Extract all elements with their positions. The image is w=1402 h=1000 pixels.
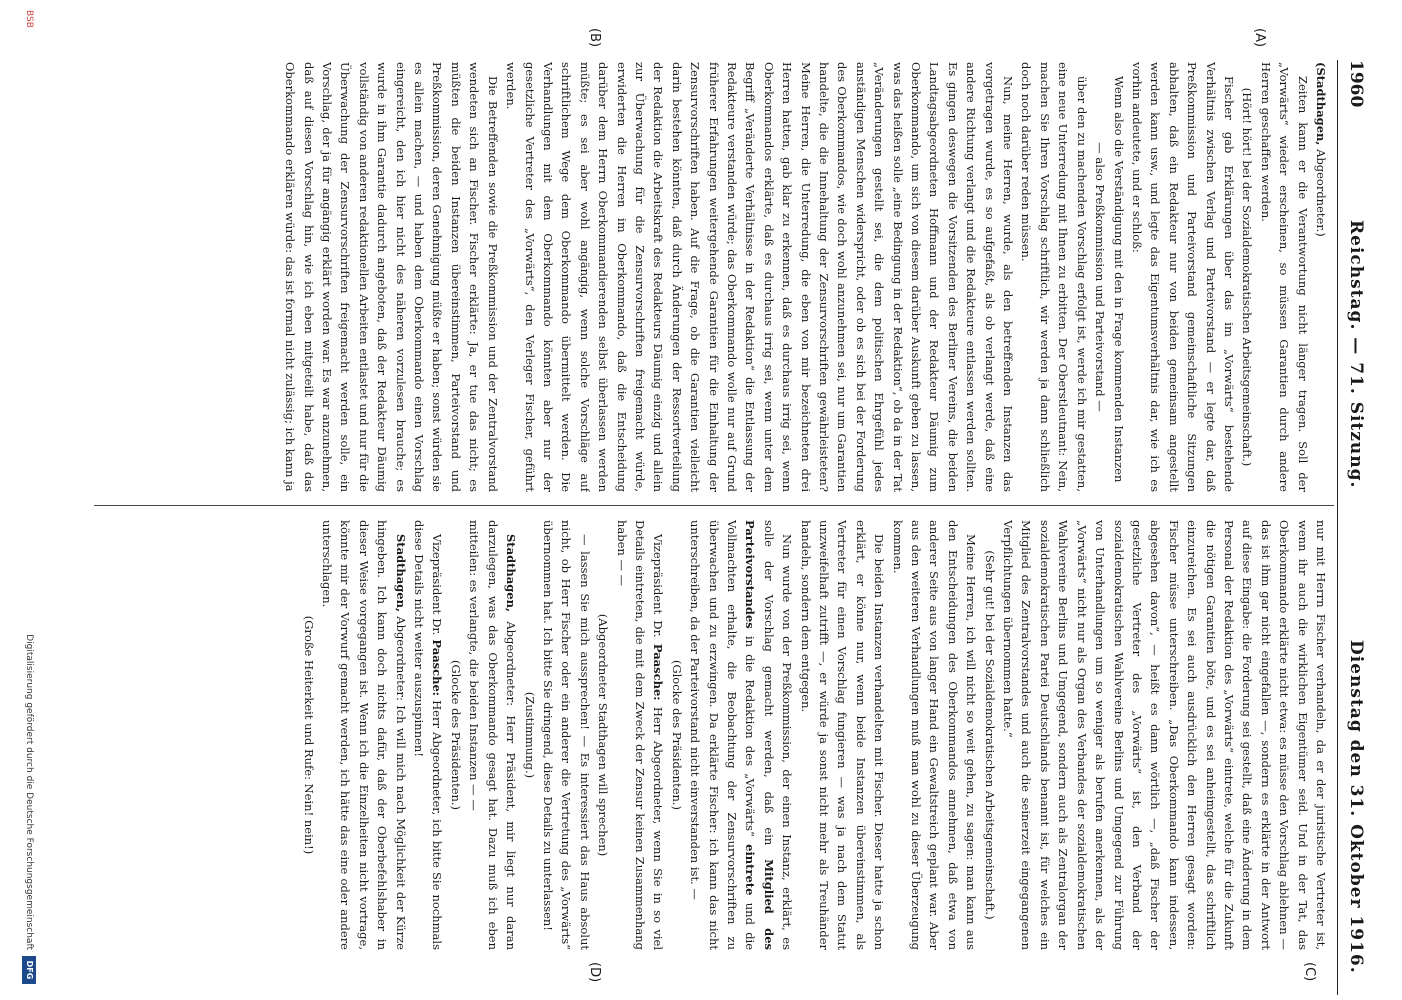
speaker-role: Abgeordneter.) [1314, 149, 1328, 237]
emphasis: eintrete [743, 844, 758, 896]
reaction-note: (Große Heiterkeit und Rufe: Nein! nein!) [301, 615, 316, 855]
margin-marker-d: (D) [587, 962, 602, 983]
left-column [90, 62, 1330, 492]
digitization-credit: Digitalisierung gefördert durch die Deutsche Forschungsgemeinschaft [24, 634, 34, 950]
paragraph: Wenn also die Verständigung mit den in Frage kommenden Instanzen [1111, 76, 1126, 483]
page-number: 1960 [1346, 60, 1366, 108]
header-rule [1337, 60, 1338, 995]
reaction-note: (Hört! hört! bei der Sozialdemokratischen Arbeitsgemeinschaft.) [1240, 87, 1255, 467]
text-run: in die Redaktion des „Vorwärts“ [743, 635, 758, 837]
text-run: Vizepräsident Dr. [651, 534, 666, 638]
speaker-continuation [1312, 62, 1330, 492]
speaker-name: Stadthagen, [504, 534, 519, 612]
paragraph: — also Preßkommission und Parteivorstand — [1093, 142, 1108, 412]
margin-marker-c: (C) [1302, 962, 1317, 982]
paragraph: Fischer gab Erklärungen über das im „Vorwärts“ bestehende Verhältnis zwischen Verlag und Parteivorstand — er legte dar, daß Preßkommission und Parteivorstand gemeinschaftliche Sitzungen abhalten, daß ein Redakteur nur von beiden gemeinsam angestellt werden kann usw., und legte das Eigentumsverhältnis dar, wie ich es vorhin andeutete, und er schloß: [1129, 62, 1236, 492]
dfg-logo: DFG [22, 956, 36, 984]
margin-marker-b: (B) [587, 28, 602, 48]
text-run: Herr Abgeordneter, ich bitte Sie nochmals diese Details nicht weiter auszuspinnen! [412, 520, 445, 950]
text-run: und die Vollmachten erhalte, die Beobachtung der Zensurvorschriften zu überwachen und zu erzwingen. Da erklärte Fischer: ich kann das nicht unterschreiben, da der Parteivorstand nicht einverstanden ist. — [688, 520, 758, 950]
paragraph: über den zu machenden Vorschlag erfolgt ist, werde ich mir gestatten, eine neue Unterredung mit Ihnen zu erbitten. Der Oberstleutnant: Nein, machen Sie Ihren Vorschlag schriftlich, wir werden ja dann schließlich doch noch darüber reden müssen. [1019, 62, 1089, 492]
text-run: Vizepräsident Dr. [430, 534, 445, 636]
library-mark: BSB [24, 10, 34, 28]
reaction-note: (Zustimmung.) [522, 691, 537, 779]
paragraph: Meine Herren, ich will nicht so weit gehen, zu sagen: man kann aus den Entscheidungen des Oberkommandos annehmen, daß etwa von anderer Seite aus von langer Hand ein Gewaltstreich geplant war. Aber aus den weiteren Verhandlungen muß man wohl zu dieser Überzeugung kommen. [890, 520, 979, 950]
reaction-note: (Glocke des Präsidenten.) [448, 659, 463, 811]
text-run: Nun wurde von der Preßkommission, der einen Instanz, erklärt, es solle der Vorschlag gemacht werden, daß ein [761, 520, 795, 950]
text-run: Abgeordneter: Ich will mich nach Möglichkeit der Kürze hingeben. Ich kann doch nichts dafür, daß der Oberbefehlshaber in dieser Weise vorgegangen ist. Wenn ich die Einzelheiten nicht vortrage, könnte mir der Vorwurf gemacht werden, ich hätte das eine oder andere unterschlagen. [320, 520, 408, 950]
paragraph [410, 520, 447, 950]
paragraph: nur mit Herrn Fischer verhandeln, da er der juristische Vertreter ist, wenn ihr auch die wirklichen Eigentümer seid. Und in der Tat, das Oberkommando erklärte nicht etwa: es müsse den Vorschlag ablehnen — das ist ihm gar nicht eingefallen —, sondern es erklärte in der Antwort auf diese Eingabe: die Forderung sei gestellt, daß eine Änderung in dem Personal der Redaktion des „Vorwärts“ eintrete, welche für die Zukunft die nötigen Garantien böte, und es sei anheimgestellt, das schriftlich einzureichen. Es sei auch ausdrücklich den Herren gesagt worden: Fischer müsse unterschreiben. „Das Oberkommando kann indessen, abgesehen davon“, — heißt es dann wörtlich —, „daß Fischer der gesetzliche Vertreter des „Vorwärts“ ist, den Verband der sozialdemokratischen Wahlvereine Berlins und Umgegend zur Führung von Unterhandlungen um so weniger als berufen anerkennen, als der „Vorwärts“ nicht nur als Organ des Verbandes der sozialdemokratischen Wahlvereine Berlins und Umgegend, sondern auch als Zentralorgan der sozialdemokratischen Partei Deutschlands benannt ist, für welches ein Mitglied des Zentralvorstandes und auch die seinerzeit eingegangenen Verpflichtungen übernommen hatte.“ [1001, 520, 1328, 950]
speaker-name: (Stadthagen, [1314, 62, 1328, 146]
margin-marker-a: (A) [1252, 28, 1267, 48]
paragraph [612, 520, 667, 950]
reaction-note: (Sehr gut! bei der Sozialdemokratischen Arbeitsgemeinschaft.) [982, 550, 997, 920]
paragraph [318, 520, 410, 950]
right-column [90, 520, 1330, 950]
paragraph: Die Betreffenden sowie die Preßkommission und der Zentralvorstand wendeten sich an Fischer. Fischer erklärte: Ja, er tue das nicht; es müßten die beiden Instanzen übereinstimmen, Parteivorstand und Preßkommission, deren Genehmigung müßte er haben; sonst würden sie es allein machen, — und haben dem Oberkommando einen Vorschlag eingereicht, den ich hier nicht des näheren vorzulesen brauche; es wurde in ihm Garantie dadurch angeboten, daß der Redakteur Däumig vollständig von anderen redaktionellen Arbeiten entlastet und nur für die Überwachung der Zensurvorschriften freigemacht werden solle, ein Vorschlag, der ja für angängig erklärt worden war. Es war anzunehmen, daß auf diesen Vorschlag hin, wie ich eben mitgeteilt habe, daß das Oberkommando erklären würde: das ist formal nicht zulässig; ich kann ja [283, 62, 500, 492]
column-divider [94, 505, 1334, 506]
speaker-name: Stadthagen, [393, 534, 408, 612]
paragraph [686, 520, 796, 950]
speaker-name: Paasche: [430, 639, 445, 697]
paragraph: Die beiden Instanzen verhandelten mit Fischer. Dieser hatte ja schon erklärt, er könne nur, wenn beide Instanzen übereinstimmen, als Vertreter für einen Vorschlag fungieren — was ja nach dem Statut unzweifelhaft zutrifft —, er würde ja sonst nicht mehr als Treuhänder handeln, sondern dem entgegen. [798, 520, 887, 950]
page-header [1340, 0, 1366, 1000]
session-title: Reichstag. — 71. Sitzung. [1346, 220, 1366, 489]
text-run: Abgeordneter: Herr Präsident, mir liegt nur daran darzulegen, was das Oberkommando gesagt hat. Dazu muß ich eben mitteilen: es verlangte, die beiden Instanzen — — [467, 520, 519, 950]
paragraph: — lassen Sie mich aussprechen! — Es interessiert das Haus absolut nicht, ob Herr Fischer oder ein anderer die Vertretung des „Vorwärts“ übernommen hat. Ich bitte Sie dringend, diese Details zu unterlassen! [540, 520, 592, 950]
paragraph [465, 520, 520, 950]
paragraph: Zeiten kann er die Verantwortung nicht länger tragen. Soll der „Vorwärts“ wieder erscheinen, so müssen Garantien durch andere Herren geschaffen werden. [1258, 62, 1310, 492]
paragraph: Nun, meine Herren, wurde, als den betreffenden Instanzen das vorgetragen wurde, es so aufgefaßt, als ob verlangt werde, daß eine andere Richtung verlangt und die Redakteure entlassen werden sollten. Es gingen deswegen die Vorsitzenden des Berliner Vereins, die beiden Landtagsabgeordneten Hoffmann und der Redakteur Däumig zum Oberkommando, um sich von diesem darüber Auskunft geben zu lassen, was das heißen solle „eine Bedingung in der Redaktion“, ob da in der Tat „Veränderungen gestellt sei, die dem politischen Ehrgefühl jedes anständigen Menschen widerspricht, oder ob es sich bei der Forderung des Oberkommandos, wie doch wohl anzunehmen sei, nur um Garantien handelte, die die Innehaltung der Zensurvorschriften gewährleisteten? Meine Herren, die Unterredung, die eben von mir bezeichneten drei Herren hatten, gab klar zu erkennen, daß es durchaus irrig sei, wenn Oberkommandos erklärte, daß es durchaus irrig sei, wenn unter dem Begriff „Veränderte Verhältnisse in der Redaktion“ die Entlassung der Redakteure verstanden würde; das Oberkommando wolle nur auf Grund früherer Erfahrungen weitergehende Garantien für die Einhaltung der Zensurvorschriften haben. Auf die Frage, ob die Garantien vielleicht darin bestehen könnten, daß durch Änderungen der Ressortverteilung der Redaktion die Arbeitskraft des Redakteurs Däumig einzig und allein zur Überwachung für die Zensurvorschriften freigemacht würde, erwiderten die Herren im Oberkommando, daß die Entscheidung darüber dem Herrn Oberkommandierenden selbst überlassen werden müßte; es sei aber wohl angängig, wenn solche Vorschläge auf schriftlichem Wege dem Oberkommando übermittelt werden. Die Verhandlungen mit dem Oberkommando könnten aber nur der gesetzliche Vertreter des „Vorwärts“, den Verleger Fischer, geführt werden. [504, 62, 1016, 492]
speaker-name: Paasche: [651, 643, 666, 701]
emphasis: Mitglied des Parteivorstandes [743, 520, 776, 950]
reaction-note: (Glocke des Präsidenten.) [669, 659, 684, 811]
reaction-note: (Abgeordneter Stadthagen will sprechen) [596, 613, 611, 857]
session-date: Dienstag den 31. Oktober 1916. [1346, 640, 1366, 974]
text-run: Herr Abgeordneter, wenn Sie in so viel Details eintreten, die mit dem Zweck der Zensur keinen Zusammenhang haben — — [614, 520, 666, 950]
